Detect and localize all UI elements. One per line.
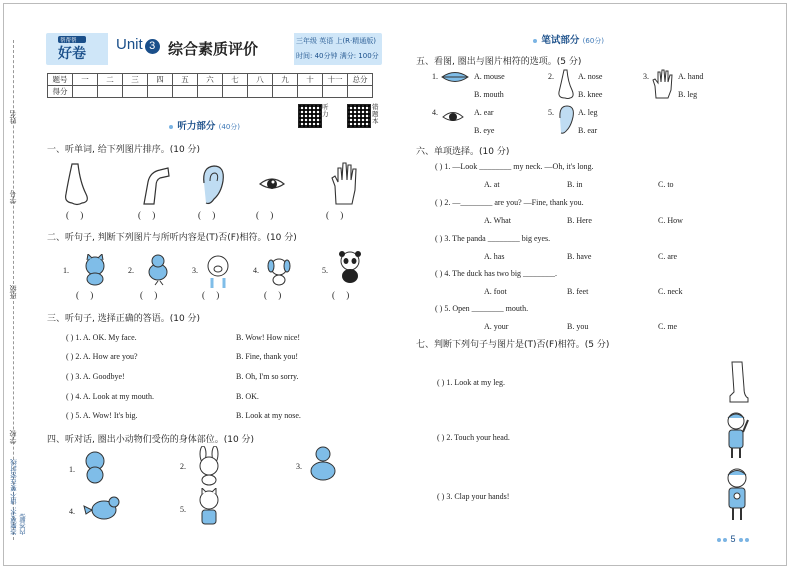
q1-title: 一、听单词, 给下列图片排序。(10 分)	[47, 145, 201, 155]
mouth-picture	[440, 70, 470, 84]
q6-option-4c[interactable]: C. neck	[658, 287, 683, 296]
q6-option-1a[interactable]: A. at	[484, 180, 500, 189]
q6-item-1[interactable]: ( ) 1. —Look ________ my neck. —Oh, it's long.	[435, 162, 594, 171]
q2-title: 二、听句子, 判断下列图片与所听内容是(T)否(F)相符。(10 分)	[47, 233, 297, 243]
score-cell: 总分	[348, 74, 373, 86]
q6-option-3a[interactable]: A. has	[484, 252, 505, 261]
score-input-cell[interactable]	[298, 86, 323, 98]
q5-num-4: 4.	[432, 108, 438, 117]
cat2-picture	[194, 488, 224, 530]
score-cell: 九	[273, 74, 298, 86]
q2-answer-1[interactable]: ( )	[76, 290, 94, 300]
q7-title: 七、判断下列句子与图片是(T)否(F)相符。(5 分)	[416, 340, 610, 350]
score-input-cell[interactable]	[173, 86, 198, 98]
q5-option-2a[interactable]: A. nose	[578, 72, 603, 81]
boy-touch-head-picture	[722, 410, 750, 460]
page-title: 综合素质评价	[168, 40, 259, 58]
duck-picture	[308, 444, 338, 484]
q2-num-1: 1.	[63, 266, 69, 275]
q6-option-1b[interactable]: B. in	[567, 180, 583, 189]
qr-label-mistakes: 错题本	[372, 103, 379, 125]
q6-item-2[interactable]: ( ) 2. —________ are you? —Fine, thank you.	[435, 198, 584, 207]
q3-title: 三、听句子, 选择正确的答语。(10 分)	[47, 314, 201, 324]
q6-option-3b[interactable]: B. have	[567, 252, 592, 261]
score-table-row	[48, 74, 373, 86]
page-number: 5	[716, 534, 750, 544]
score-input-cell[interactable]	[123, 86, 148, 98]
side-class-label: 班级	[9, 285, 17, 299]
q5-option-2b[interactable]: B. knee	[578, 90, 603, 99]
dot-icon	[723, 538, 727, 542]
q5-option-1a[interactable]: A. mouse	[474, 72, 505, 81]
nose2-picture	[556, 68, 576, 100]
q5-num-5: 5.	[548, 108, 554, 117]
q2-num-4: 4.	[253, 266, 259, 275]
q3-item-2-b: B. Fine, thank you!	[236, 352, 298, 361]
q2-num-2: 2.	[128, 266, 134, 275]
q3-item-3[interactable]: ( ) 3. A. Goodbye!	[66, 372, 125, 381]
eye2-picture	[441, 108, 465, 126]
q5-num-3: 3.	[643, 72, 649, 81]
score-input-cell[interactable]	[148, 86, 173, 98]
score-cell: 四	[148, 74, 173, 86]
dot-icon	[717, 538, 721, 542]
q5-option-5a[interactable]: A. leg	[578, 108, 598, 117]
score-cell: 七	[223, 74, 248, 86]
svg-text:好卷: 好卷	[58, 46, 86, 62]
listening-score: (40分)	[218, 123, 241, 131]
q6-item-4[interactable]: ( ) 4. The duck has two big ________.	[435, 269, 558, 278]
bird2-picture	[82, 492, 122, 526]
score-input-cell[interactable]	[273, 86, 298, 98]
q6-item-5[interactable]: ( ) 5. Open ________ mouth.	[435, 304, 529, 313]
score-input-cell[interactable]	[98, 86, 123, 98]
side-school-label: 学校	[9, 430, 17, 444]
pig-picture	[204, 254, 232, 290]
q6-option-4b[interactable]: B. feet	[567, 287, 589, 296]
q6-option-5a[interactable]: A. your	[484, 322, 509, 331]
score-input-cell[interactable]	[323, 86, 348, 98]
score-cell: 一	[73, 74, 98, 86]
score-cell: 十一	[323, 74, 348, 86]
q3-item-1[interactable]: ( ) 1. A. OK. My face.	[66, 333, 137, 342]
eye-picture	[258, 174, 286, 194]
q1-answer-3[interactable]: ( )	[198, 210, 216, 220]
score-cell: 十	[298, 74, 323, 86]
q4-num-5: 5.	[180, 505, 186, 514]
dot-icon	[169, 125, 173, 129]
nose-picture	[62, 162, 92, 207]
q6-option-2b[interactable]: B. Here	[567, 216, 592, 225]
q5-option-5b[interactable]: B. ear	[578, 126, 598, 135]
logo-icon	[52, 34, 100, 62]
q5-num-1: 1.	[432, 72, 438, 81]
score-cell: 八	[248, 74, 273, 86]
dot-icon	[745, 538, 749, 542]
q1-answer-4[interactable]: ( )	[256, 210, 274, 220]
dog-picture	[266, 256, 292, 286]
side-id-label: 学号	[9, 190, 17, 204]
q6-title: 六、单项选择。(10 分)	[416, 147, 510, 157]
hand-picture	[330, 160, 360, 206]
grade-label: 三年级 英语 上(R·精通版)	[296, 37, 377, 45]
q7-item-1[interactable]: ( ) 1. Look at my leg.	[437, 378, 505, 387]
score-cell: 二	[98, 74, 123, 86]
score-input-cell[interactable]	[248, 86, 273, 98]
qr-code-listening[interactable]	[298, 104, 322, 128]
q3-item-5[interactable]: ( ) 5. A. Wow! It's big.	[66, 411, 138, 420]
score-table	[47, 73, 373, 98]
score-input-cell[interactable]	[198, 86, 223, 98]
score-input-cell[interactable]	[348, 86, 373, 98]
qr-code-mistakes[interactable]	[347, 104, 371, 128]
q7-item-3[interactable]: ( ) 3. Clap your hands!	[437, 492, 510, 501]
leg-picture	[722, 360, 750, 404]
q4-num-3: 3.	[296, 462, 302, 471]
q6-option-5b[interactable]: B. you	[567, 322, 589, 331]
score-cell: 五	[173, 74, 198, 86]
q5-num-2: 2.	[548, 72, 554, 81]
hand2-picture	[652, 68, 674, 100]
cat-picture	[80, 254, 110, 286]
q3-item-4[interactable]: ( ) 4. A. Look at my mouth.	[66, 392, 154, 401]
score-table-row	[48, 86, 373, 98]
q7-item-2[interactable]: ( ) 2. Touch your head.	[437, 433, 510, 442]
q6-option-3c[interactable]: C. are	[658, 252, 678, 261]
q3-item-5-b: B. Look at my nose.	[236, 411, 301, 420]
q6-option-5c[interactable]: C. me	[658, 322, 678, 331]
ear-picture	[198, 163, 226, 207]
written-score: (60分)	[582, 37, 605, 45]
ear2-picture	[556, 104, 576, 136]
qr-label-listening: 听力	[322, 103, 329, 118]
seal-notice: 答题要求: 请不要在密封线内答题!	[10, 459, 27, 535]
q5-title: 五、看图, 圈出与图片相符的选项。(5 分)	[416, 57, 582, 67]
q2-answer-2[interactable]: ( )	[140, 290, 158, 300]
q2-answer-5[interactable]: ( )	[332, 290, 350, 300]
bird-picture	[145, 252, 171, 286]
q2-num-5: 5.	[322, 266, 328, 275]
q3-item-4-b: B. OK.	[236, 392, 259, 401]
q6-option-4a[interactable]: A. foot	[484, 287, 507, 296]
q2-answer-3[interactable]: ( )	[202, 290, 220, 300]
q5-option-4a[interactable]: A. ear	[474, 108, 494, 117]
q6-option-2c[interactable]: C. How	[658, 216, 683, 225]
q1-answer-1[interactable]: ( )	[66, 210, 84, 220]
dot-icon	[533, 39, 537, 43]
written-section-title: 笔试部分 (60分)	[532, 32, 604, 46]
q6-option-1c[interactable]: C. to	[658, 180, 674, 189]
q4-num-2: 2.	[180, 462, 186, 471]
q2-num-3: 3.	[192, 266, 198, 275]
q5-option-3b[interactable]: B. leg	[678, 90, 698, 99]
monkey-picture	[80, 450, 110, 486]
q5-option-3a[interactable]: A. hand	[678, 72, 704, 81]
q4-title: 四、听对话, 圈出小动物们受伤的身体部位。(10 分)	[47, 435, 255, 445]
boy-clap-picture	[722, 466, 752, 522]
q3-item-2[interactable]: ( ) 2. A. How are you?	[66, 352, 138, 361]
dot-icon	[739, 538, 743, 542]
q6-item-3[interactable]: ( ) 3. The panda ________ big eyes.	[435, 234, 551, 243]
arm-picture	[136, 164, 172, 206]
rabbit-picture	[192, 446, 226, 486]
listening-section-title: 听力部分 (40分)	[168, 118, 240, 132]
q2-answer-4[interactable]: ( )	[264, 290, 282, 300]
score-cell: 三	[123, 74, 148, 86]
q5-option-4b[interactable]: B. eye	[474, 126, 495, 135]
score-cell: 题号	[48, 74, 73, 86]
q5-option-1b[interactable]: B. mouth	[474, 90, 504, 99]
svg-text:帮帮帮: 帮帮帮	[60, 38, 77, 44]
q4-num-4: 4.	[69, 507, 75, 516]
unit-number: 3	[145, 39, 160, 54]
unit-label: Unit 3	[116, 36, 160, 54]
panda-picture	[336, 250, 364, 284]
time-score-label: 时间: 40分钟 满分: 100分	[296, 52, 379, 60]
score-cell: 六	[198, 74, 223, 86]
q1-answer-2[interactable]: ( )	[138, 210, 156, 220]
score-cell: 得分	[48, 86, 73, 98]
q3-item-1-b: B. Wow! How nice!	[236, 333, 301, 342]
q1-answer-5[interactable]: ( )	[326, 210, 344, 220]
score-input-cell[interactable]	[73, 86, 98, 98]
q6-option-2a[interactable]: A. What	[484, 216, 511, 225]
q3-item-3-b: B. Oh, I'm so sorry.	[236, 372, 299, 381]
score-input-cell[interactable]	[223, 86, 248, 98]
side-name-label: 姓名	[9, 110, 17, 124]
q4-num-1: 1.	[69, 465, 75, 474]
